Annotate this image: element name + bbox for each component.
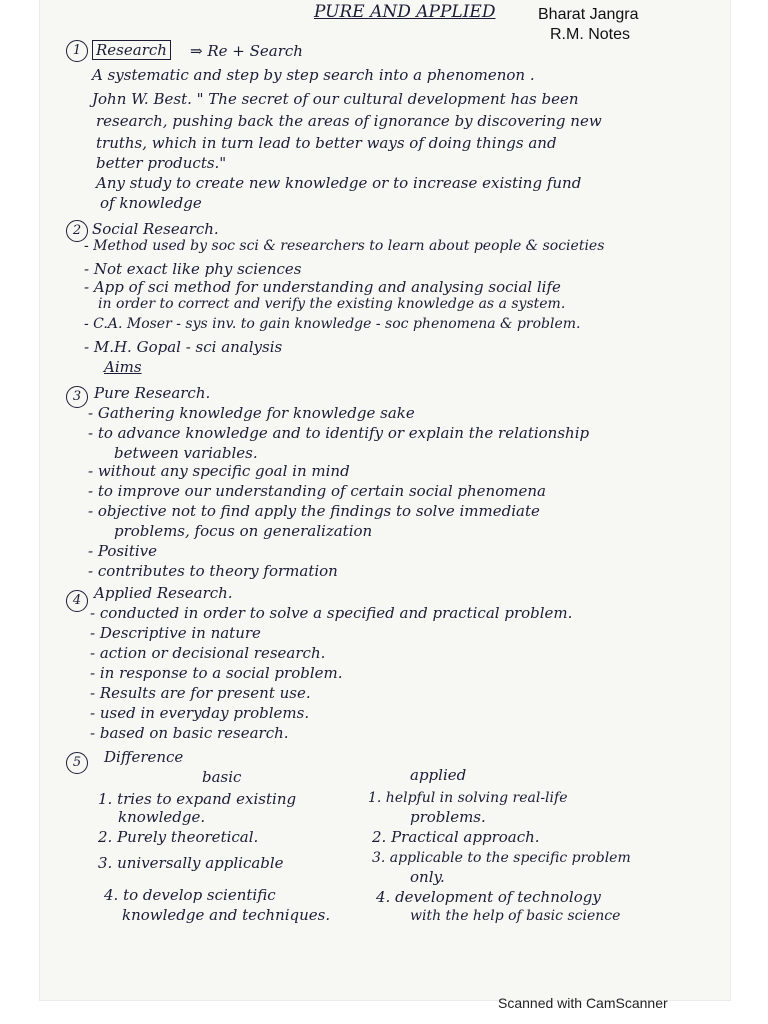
section-2-aims: Aims: [104, 358, 142, 376]
section-4-line-2: - Descriptive in nature: [90, 624, 261, 642]
applied-point-4-cont: with the help of basic science: [410, 908, 621, 924]
section-2-line-4: in order to correct and verify the existing knowledge as a system.: [98, 296, 566, 312]
section-3-number: 3: [66, 386, 88, 408]
section-4-line-4: - in response to a social problem.: [90, 664, 343, 682]
section-2-line-1: - Method used by soc sci & researchers to learn about people & societies: [84, 238, 605, 254]
applied-point-2: 2. Practical approach.: [372, 828, 540, 846]
section-3-line-8: - Positive: [88, 542, 158, 560]
section-1-line-2: John W. Best. " The secret of our cultural development has been: [92, 90, 579, 108]
section-2-line-6: - M.H. Gopal - sci analysis: [84, 338, 283, 356]
section-5-number: 5: [66, 752, 88, 774]
section-1-heading: Research: [92, 40, 171, 60]
section-3-line-2: - to advance knowledge and to identify or explain the relationship: [88, 424, 590, 442]
section-1-line-5: better products.": [96, 154, 227, 172]
section-4-line-3: - action or decisional research.: [90, 644, 326, 662]
section-5-heading: Difference: [104, 748, 184, 766]
section-4-line-6: - used in everyday problems.: [90, 704, 310, 722]
section-1-arrow: ⇒ Re + Search: [190, 42, 303, 60]
section-2-number: 2: [66, 220, 88, 242]
applied-point-3-cont: only.: [410, 868, 445, 886]
section-1-line-6: Any study to create new knowledge or to increase existing fund: [96, 174, 582, 192]
section-4-heading: Applied Research.: [94, 584, 233, 602]
section-1-line-7: of knowledge: [100, 194, 202, 212]
section-1-line-4: truths, which in turn lead to better ways of doing things and: [96, 134, 557, 152]
section-2-line-2: - Not exact like phy sciences: [84, 260, 302, 278]
section-4-line-7: - based on basic research.: [90, 724, 289, 742]
basic-point-3: 3. universally applicable: [98, 854, 284, 872]
section-1-number: 1: [66, 40, 88, 62]
applied-column-heading: applied: [410, 766, 467, 784]
applied-point-3: 3. applicable to the specific problem: [372, 850, 631, 866]
section-3-line-7: problems, focus on generalization: [114, 522, 373, 540]
basic-column-heading: basic: [202, 768, 242, 786]
applied-point-1-cont: problems.: [410, 808, 486, 826]
notes-subtitle: R.M. Notes: [550, 26, 631, 43]
section-4-line-1: - conducted in order to solve a specified and practical problem.: [90, 604, 573, 622]
author-name: Bharat Jangra: [538, 6, 639, 23]
section-3-line-3: between variables.: [114, 444, 258, 462]
section-2-line-5: - C.A. Moser - sys inv. to gain knowledge - soc phenomena & problem.: [84, 316, 581, 332]
basic-point-2: 2. Purely theoretical.: [98, 828, 259, 846]
basic-point-1: 1. tries to expand existing: [98, 790, 297, 808]
section-2-line-3: - App of sci method for understanding and analysing social life: [84, 278, 561, 296]
basic-point-4: 4. to develop scientific: [104, 886, 276, 904]
section-3-line-9: - contributes to theory formation: [88, 562, 338, 580]
basic-point-1-cont: knowledge.: [118, 808, 206, 826]
applied-point-4: 4. development of technology: [376, 888, 601, 906]
section-3-heading: Pure Research.: [94, 384, 211, 402]
page-title: PURE AND APPLIED: [314, 2, 496, 22]
section-1-line-3: research, pushing back the areas of ignorance by discovering new: [96, 112, 602, 130]
applied-point-1: 1. helpful in solving real-life: [368, 790, 568, 806]
section-2-heading: Social Research.: [92, 220, 219, 238]
section-4-number: 4: [66, 590, 88, 612]
section-3-line-5: - to improve our understanding of certain social phenomena: [88, 482, 546, 500]
section-4-line-5: - Results are for present use.: [90, 684, 311, 702]
basic-point-4-cont: knowledge and techniques.: [122, 906, 331, 924]
scanner-watermark: Scanned with CamScanner: [498, 995, 668, 1011]
section-1-line-1: A systematic and step by step search into a phenomenon .: [92, 66, 535, 84]
section-3-line-6: - objective not to find apply the findings to solve immediate: [88, 502, 540, 520]
section-3-line-4: - without any specific goal in mind: [88, 462, 350, 480]
section-3-line-1: - Gathering knowledge for knowledge sake: [88, 404, 415, 422]
